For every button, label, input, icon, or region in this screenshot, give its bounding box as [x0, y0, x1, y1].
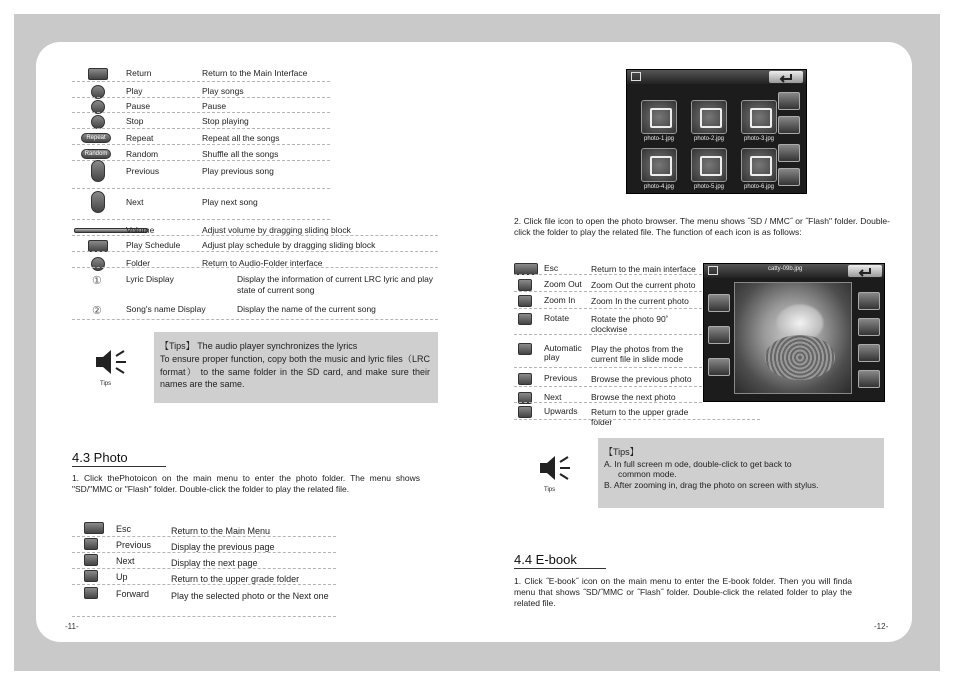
page-number-left: -11-: [65, 622, 79, 631]
row-desc: Adjust volume by dragging sliding block: [202, 225, 351, 235]
zoom-in-icon[interactable]: [518, 295, 532, 307]
photo-folder-icon[interactable]: [691, 148, 727, 182]
row-divider: [514, 274, 702, 275]
next-page-icon[interactable]: [84, 554, 98, 566]
row-desc: Play previous song: [202, 166, 274, 176]
row-divider: [72, 536, 336, 537]
repeat-icon[interactable]: Repeat: [81, 133, 111, 143]
folder-small-icon: [631, 72, 641, 81]
upwards-icon[interactable]: [708, 358, 730, 376]
previous-icon[interactable]: [708, 294, 730, 312]
next-icon[interactable]: [708, 326, 730, 344]
scroll-down-icon[interactable]: [778, 116, 800, 134]
row-desc: Browse the next photo: [591, 392, 676, 402]
row-divider: [72, 188, 330, 189]
random-icon[interactable]: Random: [81, 149, 111, 159]
right-page: [474, 42, 912, 642]
tips-icon-panel: [516, 438, 598, 508]
row-name: Play: [126, 86, 143, 96]
row-divider: [514, 386, 702, 387]
row-desc: Play songs: [202, 86, 244, 96]
row-divider: [514, 419, 760, 420]
row-name: Repeat: [126, 133, 154, 143]
heading-underline: [72, 466, 166, 467]
row-name: Pause: [126, 101, 151, 111]
viewer-filename: catty-09b.jpg: [768, 266, 803, 272]
zoom-out-icon[interactable]: [518, 279, 532, 291]
circled-two-icon: ②: [92, 305, 102, 317]
row-desc: Repeat all the songs: [202, 133, 280, 143]
row-desc: Return to the upper grade folder: [171, 574, 300, 584]
row-desc: Shuffle all the songs: [202, 149, 279, 159]
row-name: Zoom Out: [544, 279, 582, 289]
photo-folder-icon[interactable]: [641, 148, 677, 182]
photo-heading: 4.3 Photo: [72, 450, 128, 465]
next-icon[interactable]: [91, 191, 105, 213]
row-name: Forward: [116, 589, 150, 599]
speaker-icon: [94, 348, 128, 376]
tips-title: 【Tips】 The audio player synchronizes the lyrics: [160, 341, 358, 351]
left-page: [36, 42, 474, 642]
row-divider: [72, 568, 336, 569]
previous-icon[interactable]: [518, 373, 532, 385]
forward-icon[interactable]: [778, 168, 800, 186]
row-name: Return: [126, 68, 152, 78]
row-divider: [72, 160, 330, 161]
row-name: Up: [116, 572, 128, 582]
row-desc: Display the previous page: [171, 542, 275, 552]
photo-folder-label: photo-6.jpg: [743, 184, 775, 190]
row-divider: [72, 251, 438, 252]
photo-folder-icon[interactable]: [691, 100, 727, 134]
autoplay-icon[interactable]: [518, 343, 532, 355]
previous-icon[interactable]: [91, 160, 105, 182]
photo-folder-label: photo-4.jpg: [643, 184, 675, 190]
photo-folder-label: photo-1.jpg: [643, 136, 675, 142]
tips-body: To ensure proper function, copy both the music and lyric files（LRC format） to the same folder in the SD card, and make sure their names are the same.: [160, 354, 430, 389]
rotate-icon[interactable]: [858, 344, 880, 362]
row-divider: [72, 584, 336, 585]
row-name: Stop: [126, 116, 144, 126]
row-desc: Adjust play schedule by dragging sliding block: [202, 240, 376, 250]
row-desc: Play the selected photo or the Next one: [171, 591, 329, 601]
row-desc: Display the information of current LRC lyric and play state of current song: [237, 274, 434, 295]
row-name: Previous: [544, 373, 578, 383]
row-name: Next: [116, 556, 135, 566]
row-divider: [514, 291, 702, 292]
rotate-icon[interactable]: [518, 313, 532, 325]
row-divider: [514, 402, 702, 403]
row-name: Volume: [126, 225, 155, 235]
row-divider: [72, 112, 330, 113]
circled-one-icon: ①: [92, 275, 102, 287]
photo-folder-label: photo-2.jpg: [693, 136, 725, 142]
row-name: Folder: [126, 258, 151, 268]
tips-icon-panel: [72, 332, 154, 403]
tips-line-b: B. After zooming in, drag the photo on screen with stylus.: [604, 480, 819, 490]
row-divider: [514, 367, 702, 368]
row-divider: [72, 616, 336, 617]
row-name: Upwards: [544, 406, 578, 416]
row-desc: Display the name of the current song: [237, 304, 376, 314]
up-icon[interactable]: [84, 570, 98, 582]
photo-viewer-screenshot: [703, 263, 885, 402]
row-desc: Browse the previous photo: [591, 374, 692, 384]
row-desc: Display the next page: [171, 558, 258, 568]
row-name: Lyric Display: [126, 274, 174, 284]
scroll-up-icon[interactable]: [778, 92, 800, 110]
row-divider: [72, 552, 336, 553]
row-desc: Pause: [202, 101, 227, 111]
row-desc: Zoom Out the current photo: [591, 280, 696, 290]
photo-intro: 1. Click thePhotoicon on the main menu to enter the photo folder. The menu shows "SD/"MMC or "Flash" folder. Double-click the folder to play the related file.: [72, 473, 420, 494]
row-name: Random: [126, 149, 159, 159]
cat-photo: [734, 282, 852, 394]
row-desc: Return to the Main Interface: [202, 68, 308, 78]
row-divider: [514, 308, 702, 309]
row-name: Automatic play: [544, 343, 582, 362]
return-icon[interactable]: [769, 71, 803, 83]
photo-folder-label: photo-3.jpg: [743, 136, 775, 142]
tips-box: [516, 438, 884, 508]
ebook-heading: 4.4 E-book: [514, 552, 577, 567]
folder-icon[interactable]: [91, 257, 105, 271]
stop-icon[interactable]: [91, 115, 105, 129]
step2-text: 2. Click file icon to open the photo browser. The menu shows ˝SD / MMC˝ or ˝Flash" folder. Double-click the folder to play the related file. The function of each icon is as follows:: [514, 216, 890, 237]
tips-line-a: A. In full screen m ode, double-click to get back to: [604, 459, 792, 469]
row-desc: Stop playing: [202, 116, 249, 126]
row-name: Play Schedule: [126, 240, 181, 250]
row-name: Zoom In: [544, 295, 576, 305]
return-icon[interactable]: [88, 68, 108, 80]
folder-small-icon: [708, 266, 718, 275]
tips-icon-label: Tips: [100, 381, 112, 387]
ebook-body: 1. Click ˝E-book˝ icon on the main menu to enter the E-book folder. Then you will finda menu that shows ˝SD/˝MMC or ˝Flash˝ folder. Double-click the related folder to play the related file.: [514, 576, 852, 608]
heading-underline: [514, 568, 606, 569]
tips-line-a2: common mode.: [618, 469, 677, 479]
zoom-in-icon[interactable]: [858, 292, 880, 310]
row-desc: Return to the upper grade folder: [591, 407, 689, 427]
photo-folder-icon[interactable]: [741, 148, 777, 182]
yarn-image: [765, 335, 835, 380]
row-divider: [72, 97, 330, 98]
row-name: Rotate: [544, 313, 570, 323]
zoom-out-icon[interactable]: [858, 318, 880, 336]
forward-icon[interactable]: [84, 587, 98, 599]
row-desc: Play next song: [202, 197, 258, 207]
row-desc: Play the photos from the current file in slide mode: [591, 344, 684, 364]
row-name: Previous: [116, 540, 152, 550]
row-divider: [72, 267, 438, 268]
row-name: Next: [544, 392, 562, 402]
photo-folder-icon[interactable]: [641, 100, 677, 134]
tips-icon-label: Tips: [544, 487, 556, 493]
previous-page-icon[interactable]: [84, 538, 98, 550]
row-desc: Rotate the photo 90˚ clockwise: [591, 314, 669, 334]
tips-title: 【Tips】: [604, 447, 639, 457]
speaker-icon: [538, 454, 572, 482]
tips-box: [72, 332, 438, 403]
up-folder-icon[interactable]: [778, 144, 800, 162]
photo-folder-icon[interactable]: [741, 100, 777, 134]
row-desc: Return to Audio-Folder interface: [202, 258, 323, 268]
photo-folder-label: photo-5.jpg: [693, 184, 725, 190]
row-divider: [72, 128, 330, 129]
row-divider: [72, 81, 330, 82]
page-number-right: -12-: [874, 622, 889, 631]
row-desc: Return to the main interface: [591, 264, 696, 274]
return-icon[interactable]: [848, 265, 882, 277]
photo-browser-screenshot: [626, 69, 807, 194]
esc-icon[interactable]: [84, 522, 104, 534]
autoplay-icon[interactable]: [858, 370, 880, 388]
row-name: Esc: [544, 263, 559, 273]
row-divider: [72, 319, 438, 320]
row-desc: Zoom In the current photo: [591, 296, 689, 306]
upwards-icon[interactable]: [518, 406, 532, 418]
row-name: Next: [126, 197, 144, 207]
row-desc: Return to the Main Menu: [171, 526, 271, 536]
row-name: Esc: [116, 524, 132, 534]
row-divider: [72, 235, 438, 236]
row-divider: [72, 144, 330, 145]
row-divider: [72, 219, 330, 220]
row-name: Previous: [126, 166, 160, 176]
row-name: Song's name Display: [126, 304, 206, 314]
row-divider: [514, 334, 702, 335]
